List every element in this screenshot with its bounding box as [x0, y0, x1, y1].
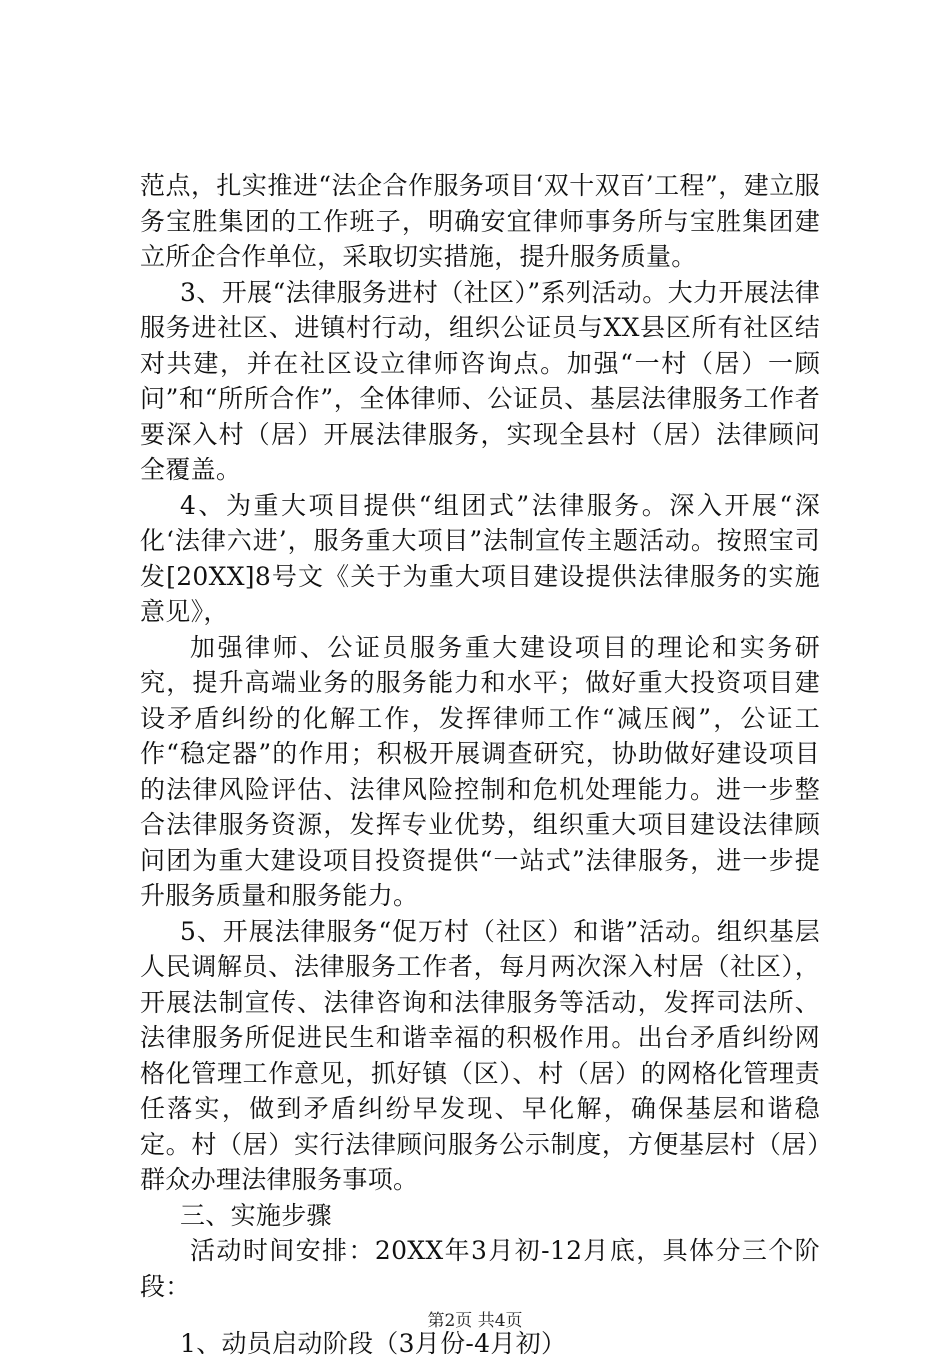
paragraph-schedule: 活动时间安排：20XX年3月初-12月底，具体分三个阶段：: [140, 1236, 820, 1301]
page-number-footer: 第2页 共4页: [427, 1311, 523, 1331]
paragraph-item-3: 3、开展“法律服务进村（社区）”系列活动。大力开展法律服务进社区、进镇村行动，组织公证员与XX县区所有社区结对共建，并在社区设立律师咨询点。加强“一村（居）一顾问”和“所所合作”，全体律师、公证员、基层法律服务工作者要深入村（居）开展法律服务，实现全县村（居）法律顾问全覆盖。: [140, 277, 820, 484]
paragraph-continuation: 范点，扎实推进“法企合作服务项目‘双十双百’工程”，建立服务宝胜集团的工作班子，明确安宜律师事务所与宝胜集团建立所企合作单位，采取切实措施，提升服务质量。: [140, 171, 820, 271]
paragraph-stage-1: 1、动员启动阶段（3月份-4月初）: [180, 1329, 567, 1358]
document-body: [140, 168, 820, 1362]
paragraph-item-5: 5、开展法律服务“促万村（社区）和谐”活动。组织基层人民调解员、法律服务工作者，每月两次深入村居（社区），开展法制宣传、法律咨询和法律服务等活动，发挥司法所、法律服务所促进民生和谐幸福的积极作用。出台矛盾纠纷网格化管理工作意见，抓好镇（区）、村（居）的网格化管理责任落实，做到矛盾纠纷早发现、早化解，确保基层和谐稳定。村（居）实行法律顾问服务公示制度，方便基层村（居）群众办理法律服务事项。: [140, 916, 820, 1194]
section-heading-steps: 三、实施步骤: [180, 1200, 332, 1230]
paragraph-item-4-detail: 加强律师、公证员服务重大建设项目的理论和实务研究，提升高端业务的服务能力和水平；做好重大投资项目建设矛盾纠纷的化解工作，发挥律师工作“减压阀”，公证工作“稳定器”的作用；积极开展调查研究，协助做好建设项目的法律风险评估、法律风险控制和危机处理能力。进一步整合法律服务资源，发挥专业优势，组织重大项目建设法律顾问团为重大建设项目投资提供“一站式”法律服务，进一步提升服务质量和服务能力。: [140, 632, 820, 910]
paragraph-item-4: 4、为重大项目提供“组团式”法律服务。深入开展“深化‘法律六进’，服务重大项目”法制宣传主题活动。按照宝司发[20XX]8号文《关于为重大项目建设提供法律服务的实施意见》，: [140, 490, 820, 626]
